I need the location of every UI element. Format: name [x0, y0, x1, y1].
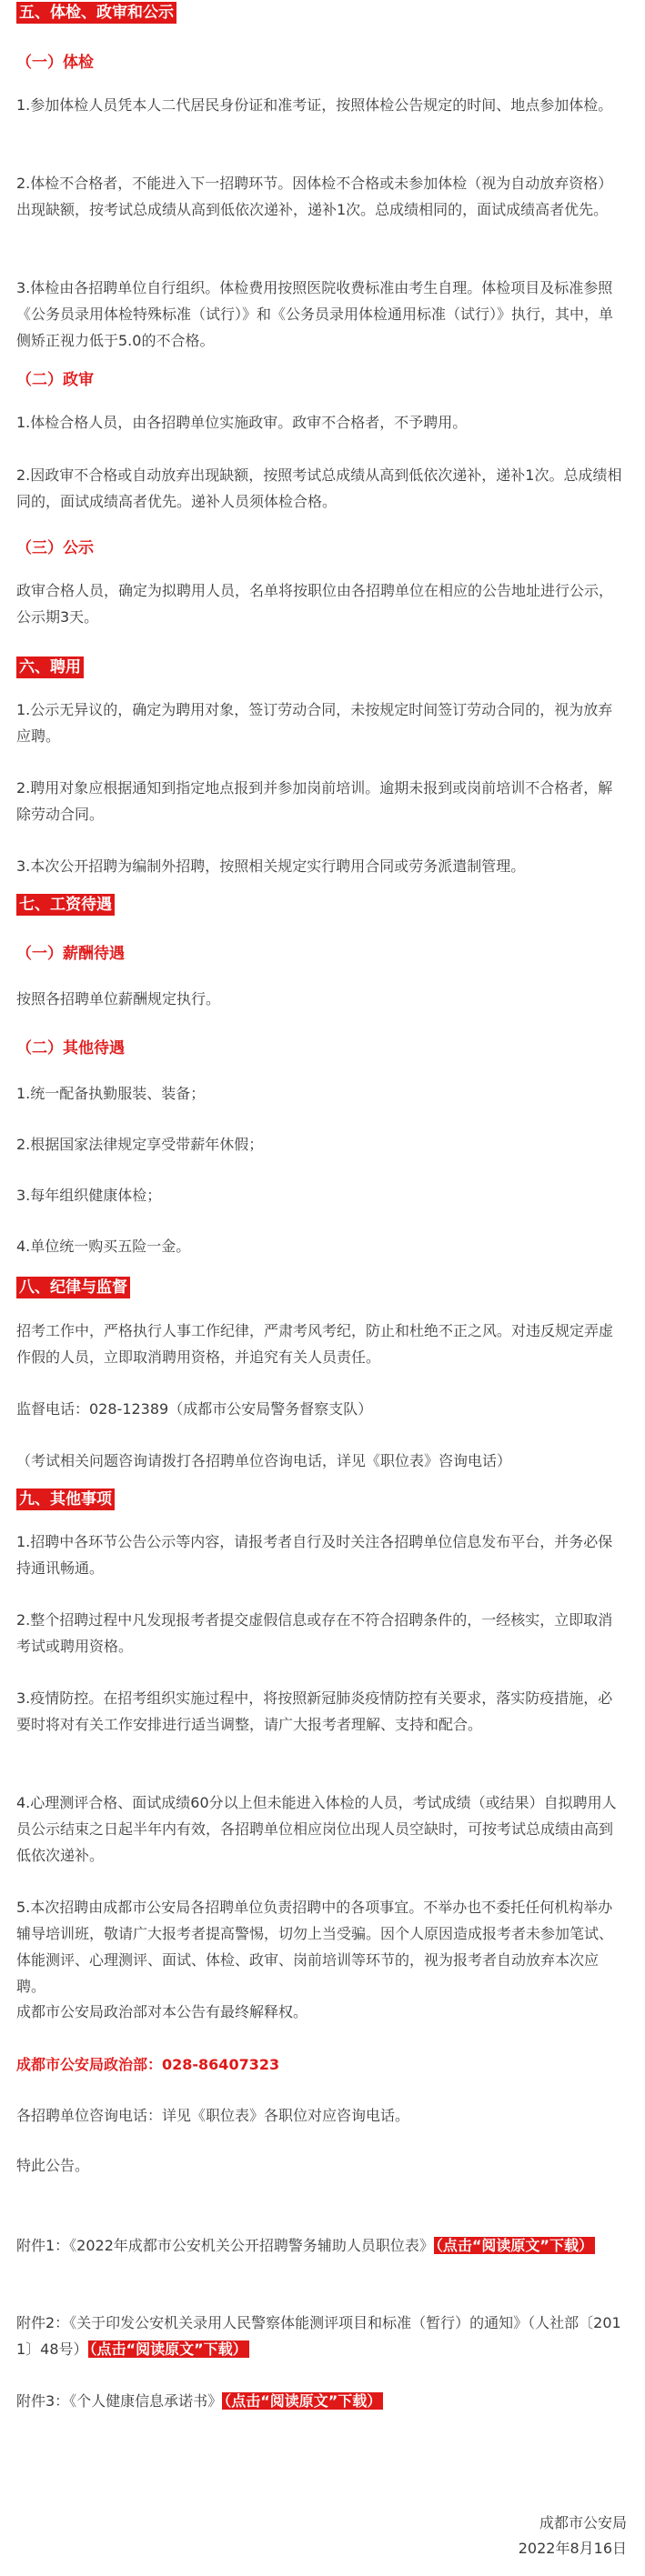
section-7-sub2-p1: 1.统一配备执勤服装、装备；	[16, 1085, 206, 1102]
section-6-heading: 六、聘用	[16, 657, 84, 678]
section-9-p6: 成都市公安局政治部对本公告有最终解释权。	[16, 2003, 308, 2020]
attachment-2	[16, 2310, 627, 2362]
section-5-sub3-p1: 政审合格人员，确定为拟聘用人员，名单将按职位由各招聘单位在相应的公告地址进行公示，公示期3天。	[16, 582, 614, 626]
section-7-sub1-p1: 按照各招聘单位薪酬规定执行。	[16, 990, 221, 1007]
section-8-heading: 八、纪律与监督	[16, 1277, 130, 1298]
section-7-sub2-p3: 3.每年组织健康体检；	[16, 1187, 162, 1204]
section-9-p5: 5.本次招聘由成都市公安局各招聘单位负责招聘中的各项事宜。不举办也不委托任何机构举办辅导培训班，敬请广大报考者提高警惕，切勿上当受骗。因个人原因造成报考者未参加笔试、体能测评、心理测评、面试、体检、政审、岗前培训等环节的，视为报考者自动放弃本次应聘。	[16, 1899, 614, 1995]
attachment-3-download-link[interactable]: （点击“阅读原文”下载）	[224, 2392, 382, 2410]
section-5-heading: 五、体检、政审和公示	[16, 2, 176, 24]
section-5-sub2-p1: 1.体检合格人员，由各招聘单位实施政审。政审不合格者，不予聘用。	[16, 414, 468, 431]
section-9-p8: 各招聘单位咨询电话：详见《职位表》各职位对应咨询电话。	[16, 2107, 410, 2124]
section-9-p4: 4.心理测评合格、面试成绩60分以上但未能进入体检的人员，考试成绩（或结果）自拟聘用人员公示结束之日起半年内有效，各招聘单位相应岗位出现人员空缺时，可按考试总成绩由高到低依次递补。	[16, 1794, 617, 1864]
attachment-2-text: 附件2：《关于印发公安机关录用人民警察体能测评项目和标准（暂行）的通知》（人社部〔2011〕48号）	[16, 2314, 621, 2358]
attachment-1-text: 附件1：《2022年成都市公安机关公开招聘警务辅助人员职位表》	[16, 2237, 434, 2254]
attachment-3	[16, 2388, 627, 2414]
section-5-sub3-heading: （三）公示	[16, 539, 94, 557]
section-7-sub2-p4: 4.单位统一购买五险一金。	[16, 1238, 191, 1255]
section-8-p1: 招考工作中，严格执行人事工作纪律，严肃考风考纪，防止和杜绝不正之风。对违反规定弄虚作假的人员，立即取消聘用资格，并追究有关人员责任。	[16, 1322, 614, 1366]
section-9-p3: 3.疫情防控。在招考组织实施过程中，将按照新冠肺炎疫情防控有关要求，落实防疫措施，必要时将对有关工作安排进行适当调整，请广大报考者理解、支持和配合。	[16, 1689, 613, 1733]
section-5-sub1-p2: 2.体检不合格者，不能进入下一招聘环节。因体检不合格或未参加体检（视为自动放弃资格）出现缺额，按考试总成绩从高到低依次递补，递补1次。总成绩相同的，面试成绩高者优先。	[16, 175, 613, 218]
section-6-p2: 2.聘用对象应根据通知到指定地点报到并参加岗前培训。逾期未报到或岗前培训不合格者，解除劳动合同。	[16, 779, 613, 823]
attachment-1-download-link[interactable]: （点击“阅读原文”下载）	[435, 2237, 593, 2254]
section-6-p1: 1.公示无异议的，确定为聘用对象，签订劳动合同，未按规定时间签订劳动合同的，视为放弃应聘。	[16, 701, 613, 745]
section-9-p1: 1.招聘中各环节公告公示等内容，请报考者自行及时关注各招聘单位信息发布平台，并务必保持通讯畅通。	[16, 1533, 613, 1577]
section-7-sub2-p2: 2.根据国家法律规定享受带薪年休假；	[16, 1136, 264, 1153]
section-5-sub1-p1: 1.参加体检人员凭本人二代居民身份证和准考证，按照体检公告规定的时间、地点参加体检。	[16, 96, 613, 114]
section-9-heading: 九、其他事项	[16, 1488, 115, 1510]
attachment-2-download-link[interactable]: （点击“阅读原文”下载）	[89, 2340, 247, 2358]
section-7-heading: 七、工资待遇	[16, 894, 115, 916]
section-6-p3: 3.本次公开招聘为编制外招聘，按照相关规定实行聘用合同或劳务派遣制管理。	[16, 857, 526, 875]
signature-org: 成都市公安局	[539, 2514, 627, 2531]
section-9-p9: 特此公告。	[16, 2157, 90, 2174]
signature-date: 2022年8月16日	[518, 2540, 627, 2557]
attachment-3-text: 附件3：《个人健康信息承诺书》	[16, 2392, 223, 2410]
section-8-p2: 监督电话：028-12389（成都市公安局警务督察支队）	[16, 1400, 373, 1418]
section-5-sub1-heading: （一）体检	[16, 54, 94, 72]
section-9-contact: 成都市公安局政治部：028-86407323	[16, 2056, 280, 2073]
section-5-sub1-p3: 3.体检由各招聘单位自行组织。体检费用按照医院收费标准由考生自理。体检项目及标准参照《公务员录用体检特殊标准（试行）》和《公务员录用体检通用标准（试行）》执行，其中，单侧矫正视力低于5.0的不合格。	[16, 279, 614, 349]
section-7-sub1-heading: （一）薪酬待遇	[16, 945, 125, 963]
section-5-sub2-heading: （二）政审	[16, 371, 94, 389]
section-8-p3: （考试相关问题咨询请拨打各招聘单位咨询电话，详见《职位表》咨询电话）	[16, 1452, 512, 1469]
section-9-p2: 2.整个招聘过程中凡发现报考者提交虚假信息或存在不符合招聘条件的，一经核实，立即取消考试或聘用资格。	[16, 1611, 613, 1655]
section-5-sub2-p2: 2.因政审不合格或自动放弃出现缺额，按照考试总成绩从高到低依次递补，递补1次。总成绩相同的，面试成绩高者优先。递补人员须体检合格。	[16, 466, 622, 510]
attachment-1	[16, 2232, 627, 2259]
section-7-sub2-heading: （二）其他待遇	[16, 1039, 125, 1057]
